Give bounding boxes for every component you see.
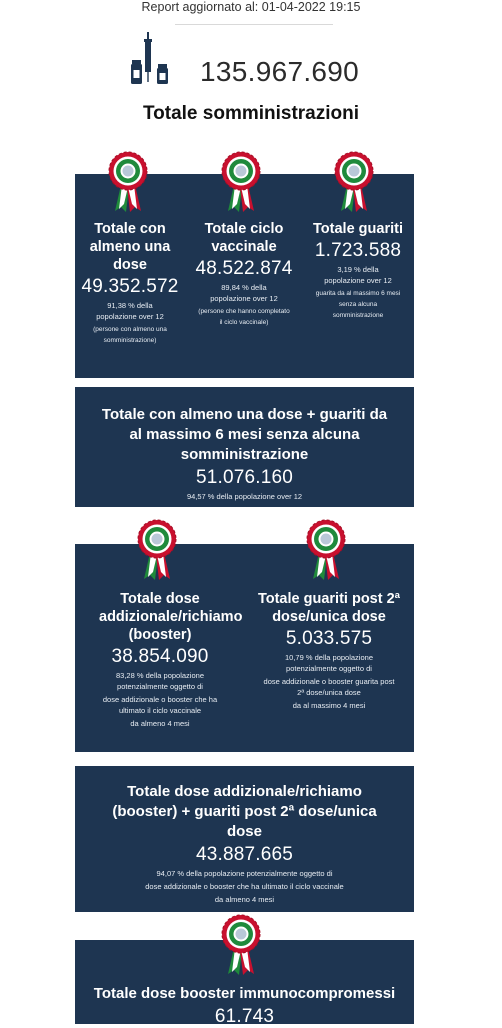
- stat-note: 3,19 % della popolazione over 12: [324, 265, 392, 285]
- cockade-icon: [107, 151, 149, 213]
- stat-value: 38.854.090: [111, 646, 209, 667]
- stat-value: 5.033.575: [285, 628, 373, 649]
- stat-note: 91,38 % della popolazione over 12: [96, 301, 164, 321]
- stat-value: 48.522.874: [195, 258, 293, 279]
- stat-note: 89,84 % della popolazione over 12: [210, 283, 278, 303]
- stat-note: guarita da al massimo 6 mesi senza alcuna somministrazione: [315, 290, 401, 319]
- total-administrations-label: Totale somministrazioni: [142, 103, 360, 124]
- stat-label: Totale ciclo vaccinale: [204, 221, 284, 255]
- vaccine-syringe-icon: [130, 30, 172, 86]
- cockade-icon: [220, 914, 262, 976]
- stat-note: dose addizionale o booster guarita post 2ª dose/unica dose: [263, 677, 395, 697]
- stat-label: Totale dose addizionale/richiamo (booster) + guariti post 2ª dose/unica dose: [112, 783, 377, 840]
- stat-value: 51.076.160: [195, 467, 294, 488]
- stat-dose-plus-recovered: [95, 405, 394, 502]
- header-divider: [175, 24, 333, 25]
- stat-note: 94,07 % della popolazione potenzialmente oggetto di: [156, 869, 333, 878]
- stat-value: 61.743: [214, 1006, 275, 1027]
- cockade-icon: [333, 151, 375, 213]
- stat-note: 10,79 % della popolazione potenzialmente oggetto di: [285, 653, 373, 673]
- stat-note: (persone che hanno completato il ciclo vaccinale): [198, 308, 290, 326]
- stat-first-dose: [79, 220, 181, 346]
- stat-label: Totale con almeno una dose: [89, 221, 171, 273]
- cockade-icon: [220, 151, 262, 213]
- stat-note: da almeno 4 mesi: [214, 895, 275, 904]
- stat-note: da almeno 4 mesi: [130, 719, 190, 728]
- stat-label: Totale con almeno una dose + guariti da al massimo 6 mesi senza alcuna somministrazione: [101, 406, 388, 463]
- stat-value: 49.352.572: [81, 276, 179, 297]
- stat-value: 43.887.665: [195, 844, 294, 865]
- stat-booster: [81, 590, 243, 729]
- stats-panel-booster: [75, 544, 414, 752]
- report-updated-text: Report aggiornato al: 01-04-2022 19:15: [141, 0, 361, 14]
- stat-label: Totale guariti: [313, 221, 403, 237]
- stat-recovered-post-dose: [250, 590, 408, 711]
- stat-full-cycle: [193, 220, 295, 328]
- stat-note: dose addizionale o booster che ha ultimato il ciclo vaccinale: [102, 695, 218, 715]
- stat-booster-plus-recovered: [95, 782, 394, 905]
- stat-note: da al massimo 4 mesi: [292, 701, 366, 710]
- stat-note: 83,28 % della popolazione potenzialmente oggetto di: [116, 671, 204, 691]
- stat-label: Totale dose booster immunocompromessi: [93, 985, 396, 1002]
- stats-panel-dose-plus-recovered: [75, 387, 414, 507]
- stat-value: 1.723.588: [314, 240, 402, 261]
- cockade-icon: [305, 519, 347, 581]
- stat-note: dose addizionale o booster che ha ultimato il ciclo vaccinale: [145, 882, 344, 891]
- cockade-icon: [136, 519, 178, 581]
- stat-note: (persone con almeno una somministrazione): [93, 326, 167, 344]
- stat-recovered: [307, 220, 409, 321]
- stat-label: Totale guariti post 2ª dose/unica dose: [257, 591, 401, 625]
- stat-booster-immunocompromised: [85, 984, 404, 1028]
- stats-panel-booster-plus-recovered: [75, 766, 414, 912]
- stat-note: 94,57 % della popolazione over 12: [186, 492, 303, 501]
- stat-label: Totale dose addizionale/richiamo (booster): [99, 591, 243, 643]
- total-administrations-value: 135.967.690: [200, 56, 360, 87]
